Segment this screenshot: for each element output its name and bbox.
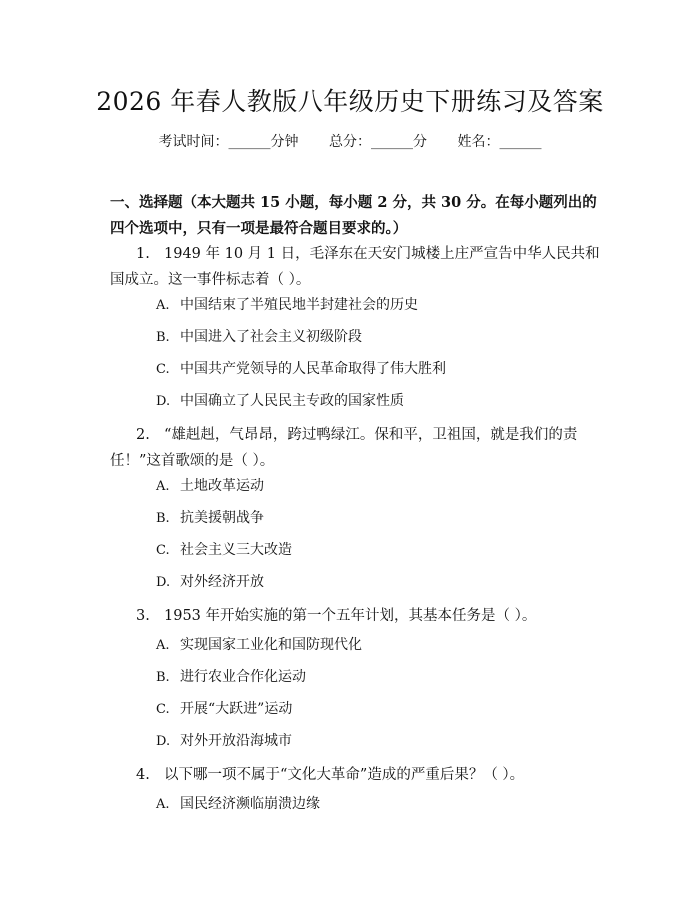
section-heading: 一、选择题（本大题共 15 小题，每小题 2 分，共 30 分。在每小题列出的四个选项中，只有一项是最符合题目要求的。）: [110, 194, 597, 237]
name-blank: ______: [499, 134, 542, 150]
question-2-option-d: [156, 572, 264, 593]
question-3-option-b: [156, 667, 306, 688]
option-letter: A.: [156, 638, 170, 653]
question-1: [110, 241, 600, 293]
time-blank: ______: [228, 134, 271, 150]
question-1-option-a: [156, 295, 418, 316]
option-letter: D.: [156, 394, 171, 409]
option-text: 国民经济濒临崩溃边缘: [180, 796, 320, 812]
question-1-option-d: [156, 391, 404, 412]
total-score-field: [329, 134, 427, 150]
student-name-field: [457, 134, 541, 150]
option-text: 土地改革运动: [180, 478, 264, 494]
option-text: 中国共产党领导的人民革命取得了伟大胜利: [180, 361, 446, 377]
option-letter: C.: [156, 362, 170, 377]
question-number: 1.: [136, 246, 150, 262]
question-1-option-c: [156, 359, 446, 380]
option-text: 开展“大跃进”运动: [180, 701, 293, 717]
question-text: 以下哪一项不属于“文化大革命”造成的严重后果？（ ）。: [164, 767, 525, 783]
question-1-option-b: [156, 327, 362, 348]
document-title: 2026 年春人教版八年级历史下册练习及答案: [96, 87, 604, 116]
option-text: 中国结束了半殖民地半封建社会的历史: [180, 297, 418, 313]
option-text: 进行农业合作化运动: [180, 669, 306, 685]
option-letter: C.: [156, 702, 170, 717]
question-3: [110, 603, 600, 629]
exam-time-field: [159, 134, 299, 150]
question-4: [110, 762, 600, 788]
option-text: 对外经济开放: [180, 574, 264, 590]
option-letter: A.: [156, 298, 170, 313]
option-text: 抗美援朝战争: [180, 510, 264, 526]
question-3-option-d: [156, 731, 292, 752]
question-text: 1949 年 10 月 1 日，毛泽东在天安门城楼上庄严宣告中华人民共和国成立。这一事件标志着（ ）。: [110, 246, 600, 288]
exam-meta-line: [0, 131, 700, 151]
question-3-option-c: [156, 699, 292, 720]
question-2-option-b: [156, 508, 264, 529]
time-unit: 分钟: [270, 134, 299, 150]
option-text: 实现国家工业化和国防现代化: [180, 637, 362, 653]
question-2-option-c: [156, 540, 292, 561]
option-letter: A.: [156, 797, 170, 812]
option-text: 社会主义三大改造: [180, 542, 292, 558]
option-letter: C.: [156, 543, 170, 558]
option-text: 中国确立了人民民主专政的国家性质: [180, 393, 404, 409]
option-letter: D.: [156, 734, 171, 749]
question-2-option-a: [156, 476, 264, 497]
option-letter: A.: [156, 479, 170, 494]
question-number: 4.: [136, 767, 150, 783]
option-text: 中国进入了社会主义初级阶段: [180, 329, 362, 345]
name-label: 姓名：: [457, 134, 500, 150]
option-text: 对外开放沿海城市: [180, 733, 292, 749]
option-letter: B.: [156, 511, 170, 526]
option-letter: B.: [156, 330, 170, 345]
question-text: 1953 年开始实施的第一个五年计划，其基本任务是（ ）。: [164, 608, 537, 624]
score-blank: ______: [371, 134, 413, 150]
score-unit: 分: [413, 134, 427, 150]
question-3-option-a: [156, 635, 362, 656]
time-label: 考试时间：: [158, 134, 229, 150]
question-2: [110, 422, 600, 474]
score-label: 总分：: [329, 134, 371, 150]
question-number: 3.: [136, 608, 150, 624]
option-letter: B.: [156, 670, 170, 685]
question-number: 2.: [136, 427, 150, 443]
option-letter: D.: [156, 575, 171, 590]
question-text: “雄赳赳，气昂昂，跨过鸭绿江。保和平，卫祖国，就是我们的责任！”这首歌颂的是（ ）。: [110, 427, 578, 469]
question-4-option-a: [156, 794, 320, 815]
